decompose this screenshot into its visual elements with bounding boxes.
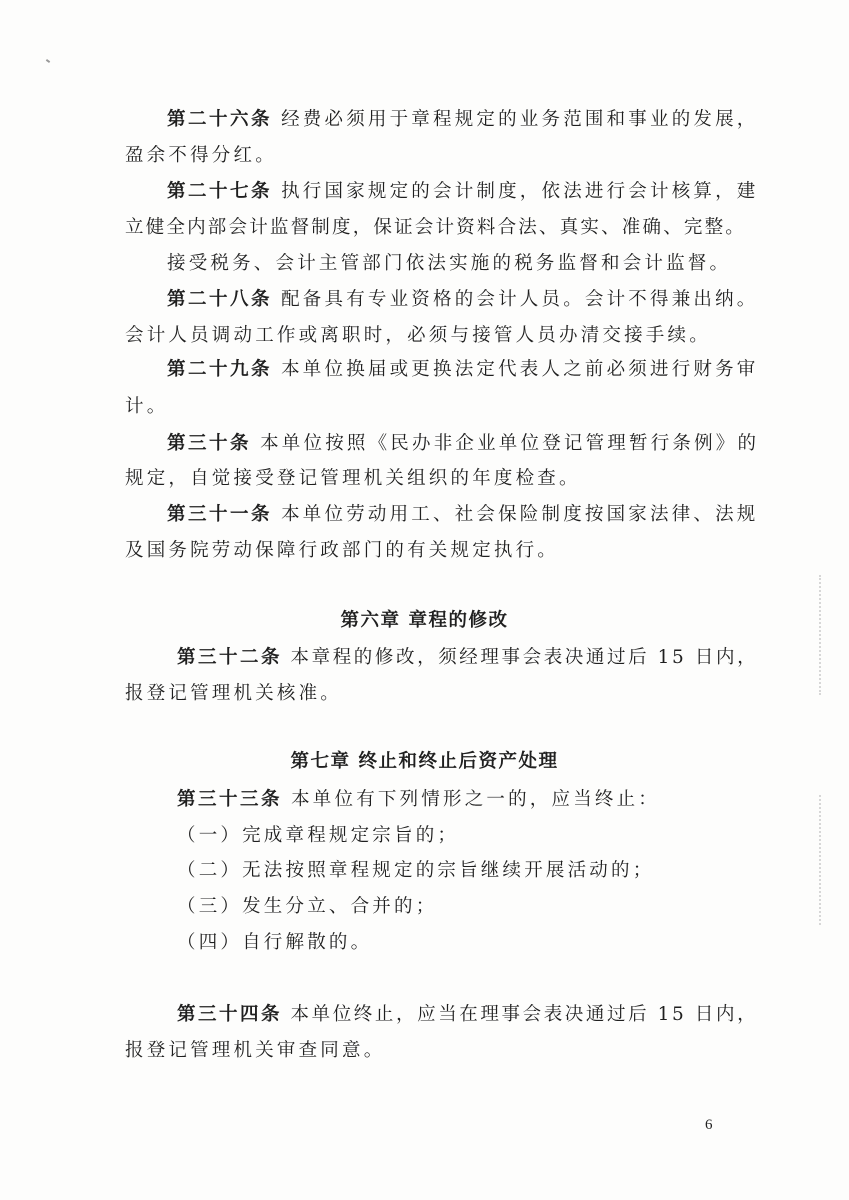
chapter-heading: 第七章 终止和终止后资产处理 [290, 751, 559, 772]
article-text: 本章程的修改，须经理事会表决通过后 15 日内， [290, 647, 759, 668]
list-item-text: （三）发生分立、合并的； [177, 896, 438, 917]
article-text: 立健全内部会计监督制度，保证会计资料合法、真实、准确、完整。 [125, 217, 747, 238]
article-label: 第二十八条 [167, 289, 273, 310]
article-label: 第三十条 [167, 433, 252, 454]
seal-stamp-edge [819, 795, 849, 925]
article-text: 及国务院劳动保障行政部门的有关规定执行。 [125, 540, 560, 561]
article-text: 盈余不得分红。 [125, 145, 277, 166]
list-item [177, 895, 437, 919]
article-text: 配备具有专业资格的会计人员。会计不得兼出纳。 [281, 289, 759, 310]
article-text: 本单位换届或更换法定代表人之前必须进行财务审 [281, 359, 759, 380]
paragraph-line [167, 180, 759, 204]
list-item [177, 824, 459, 848]
paragraph-line [125, 395, 168, 419]
article-label: 第三十一条 [167, 504, 273, 525]
paragraph-line [167, 503, 759, 527]
paragraph-line [167, 108, 759, 132]
paragraph-line [125, 144, 277, 168]
article-label: 第三十四条 [177, 1004, 283, 1025]
paragraph-line [167, 432, 759, 456]
article-text: 本单位按照《民办非企业单位登记管理暂行条例》的 [260, 433, 760, 454]
article-text: 本单位有下列情形之一的，应当终止： [291, 789, 661, 810]
article-label: 第三十三条 [177, 789, 283, 810]
article-label: 第二十七条 [167, 181, 273, 202]
paragraph-line [125, 467, 581, 491]
paragraph-line [125, 682, 342, 706]
list-item [177, 931, 372, 955]
article-label: 第二十九条 [167, 359, 273, 380]
article-text: 报登记管理机关审查同意。 [125, 1040, 386, 1061]
chapter-heading: 第六章 章程的修改 [340, 610, 509, 631]
article-text: 本单位劳动用工、社会保险制度按国家法律、法规 [281, 504, 759, 525]
article-text: 接受税务、会计主管部门依法实施的税务监督和会计监督。 [167, 253, 732, 274]
article-text: 报登记管理机关核准。 [125, 683, 343, 704]
paragraph-line [125, 324, 711, 348]
article-text: 会计人员调动工作或离职时，必须与接管人员办清交接手续。 [125, 325, 711, 346]
list-item [177, 859, 654, 883]
paragraph-line [177, 788, 660, 812]
paragraph-line [177, 1003, 758, 1027]
paragraph-line [125, 216, 746, 240]
page-number: 6 [705, 1117, 713, 1133]
paragraph-line [125, 539, 559, 563]
article-text: 经费必须用于章程规定的业务范围和事业的发展， [281, 109, 759, 130]
article-label: 第二十六条 [167, 109, 273, 130]
paragraph-line [177, 646, 758, 670]
list-item-text: （一）完成章程规定宗旨的； [177, 825, 460, 846]
paragraph-line [167, 288, 759, 312]
article-text: 计。 [125, 396, 169, 417]
paragraph-line [125, 1039, 385, 1063]
article-text: 执行国家规定的会计制度，依法进行会计核算，建 [281, 181, 759, 202]
paragraph-line [167, 358, 759, 382]
list-item-text: （四）自行解散的。 [177, 932, 373, 953]
scan-mark [46, 59, 50, 63]
article-text: 规定，自觉接受登记管理机关组织的年度检查。 [125, 468, 581, 489]
paragraph-line [167, 252, 731, 276]
list-item-text: （二）无法按照章程规定的宗旨继续开展活动的； [177, 860, 655, 881]
seal-stamp-edge [819, 575, 849, 695]
article-label: 第三十二条 [177, 647, 283, 668]
article-text: 本单位终止，应当在理事会表决通过后 15 日内， [290, 1004, 759, 1025]
